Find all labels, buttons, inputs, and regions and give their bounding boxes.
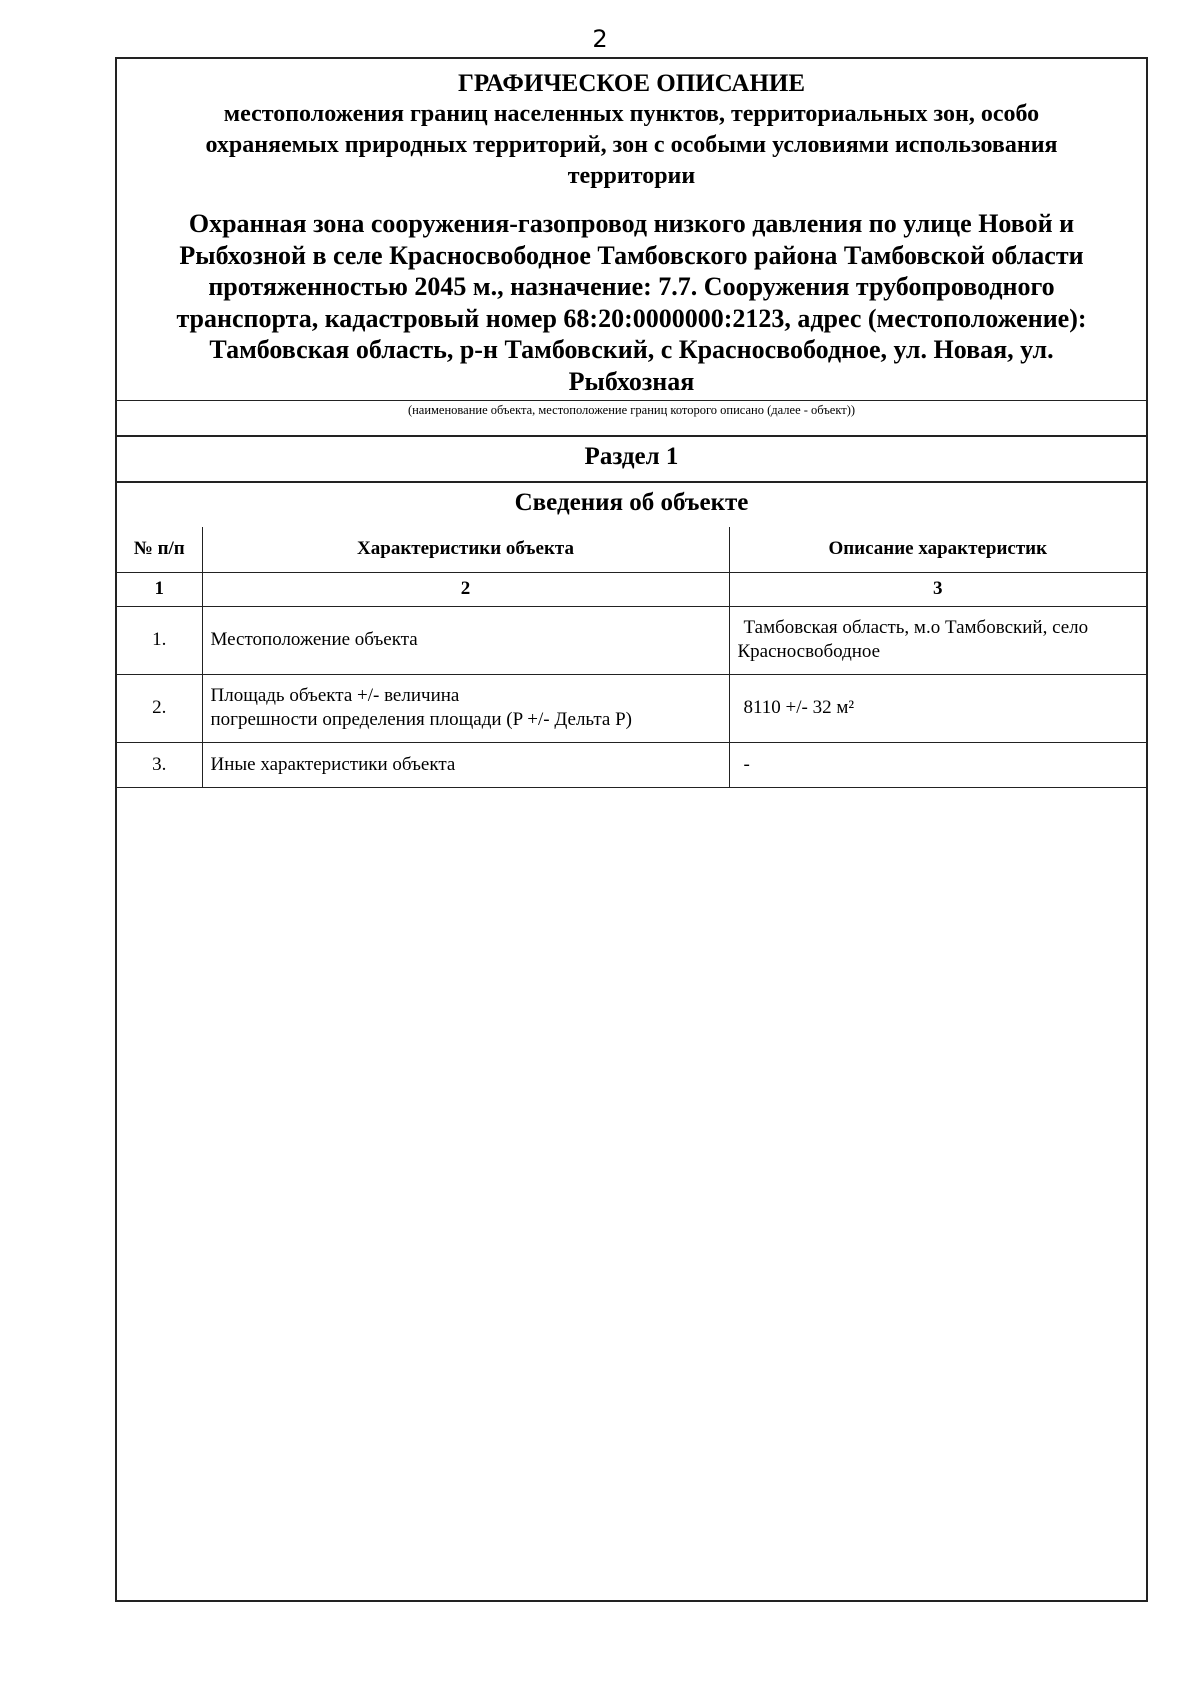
object-name xyxy=(127,208,1136,397)
subtitle-line: территории xyxy=(567,163,696,189)
column-index: 1 xyxy=(117,572,202,606)
section-title: Сведения об объекте xyxy=(514,489,749,516)
row-number: 1. xyxy=(117,606,202,674)
row-characteristic xyxy=(202,742,729,787)
description-line: Тамбовская область, м.о Тамбовский, село xyxy=(743,617,1089,638)
description-line: Красносвободное xyxy=(737,641,881,662)
object-name-line: Охранная зона сооружения-газопровод низкого давления по улице Новой и xyxy=(188,209,1075,238)
row-description xyxy=(729,606,1146,674)
object-name-line: Рыбхозной в селе Красносвободное Тамбовского района Тамбовской области xyxy=(179,240,1084,270)
table-header-row xyxy=(117,527,1146,572)
row-description xyxy=(729,742,1146,787)
characteristic-line: Иные характеристики объекта xyxy=(210,753,456,775)
row-description xyxy=(729,674,1146,742)
row-characteristic xyxy=(202,606,729,674)
characteristic-line: погрешности определения площади (P +/- Дельта P) xyxy=(210,709,632,730)
column-header: Описание характеристик xyxy=(729,527,1146,572)
subtitle-line: местоположения границ населенных пунктов, территориальных зон, особо xyxy=(223,101,1040,127)
column-index: 2 xyxy=(202,572,729,606)
characteristic-line: Местоположение объекта xyxy=(210,629,418,650)
object-name-line: протяженностью 2045 м., назначение: 7.7. Сооружения трубопроводного xyxy=(208,272,1055,301)
row-characteristic xyxy=(202,674,729,742)
section-divider xyxy=(117,435,1146,437)
description-line: - xyxy=(743,753,750,775)
object-name-line: Тамбовская область, р-н Тамбовский, с Красносвободное, ул. Новая, ул. xyxy=(209,335,1054,364)
object-name-line: транспорта, кадастровый номер 68:20:0000000:2123, адрес (местоположение): xyxy=(176,303,1087,333)
object-caption: (наименование объекта, местоположение границ которого описано (далее - объект)) xyxy=(407,403,856,417)
column-header: Характеристики объекта xyxy=(202,527,729,572)
section-label: Раздел 1 xyxy=(584,443,679,470)
characteristic-line: Площадь объекта +/- величина xyxy=(210,685,460,706)
document-title: ГРАФИЧЕСКОЕ ОПИСАНИЕ xyxy=(457,70,806,97)
section-title-divider xyxy=(117,481,1146,483)
page-number: 2 xyxy=(592,25,608,53)
document-subtitle xyxy=(127,99,1136,192)
row-number: 2. xyxy=(117,674,202,742)
caption-divider xyxy=(117,400,1146,401)
document-frame xyxy=(115,57,1148,1602)
column-header: № п/п xyxy=(117,527,202,572)
subtitle-line: охраняемых природных территорий, зон с особыми условиями использования xyxy=(205,132,1058,158)
row-number: 3. xyxy=(117,742,202,787)
table-row xyxy=(117,606,1146,674)
table-row xyxy=(117,674,1146,742)
description-line: 8110 +/- 32 м² xyxy=(743,697,855,718)
table-row xyxy=(117,742,1146,787)
column-index: 3 xyxy=(729,572,1146,606)
object-name-line: Рыбхозная xyxy=(568,366,695,396)
table-index-row xyxy=(117,572,1146,606)
object-info-table xyxy=(117,527,1146,788)
